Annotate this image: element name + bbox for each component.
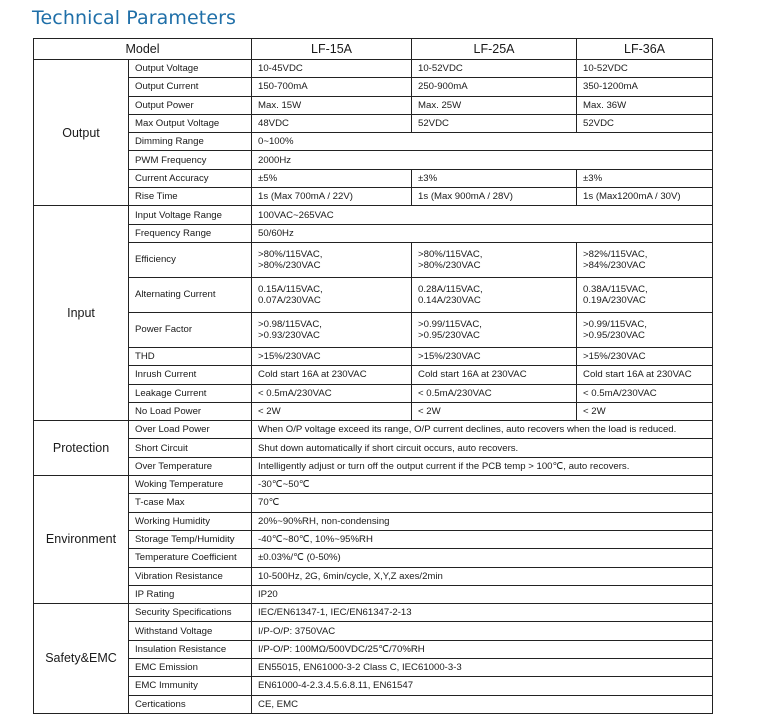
table-row bbox=[34, 695, 713, 713]
spec-value: 10-52VDC bbox=[577, 60, 713, 78]
spec-value: 20%~90%RH, non-condensing bbox=[252, 512, 713, 530]
table-row bbox=[34, 640, 713, 658]
spec-value: -40℃~80℃, 10%~95%RH bbox=[252, 530, 713, 548]
spec-value: 350-1200mA bbox=[577, 78, 713, 96]
param-name: Output Current bbox=[129, 78, 252, 96]
spec-value: < 0.5mA/230VAC bbox=[412, 384, 577, 402]
spec-value: 1s (Max1200mA / 30V) bbox=[577, 188, 713, 206]
spec-value: ±0.03%/℃ (0-50%) bbox=[252, 549, 713, 567]
spec-value: 10-45VDC bbox=[252, 60, 412, 78]
table-row bbox=[34, 114, 713, 132]
param-name: Inrush Current bbox=[129, 366, 252, 384]
spec-value: 150-700mA bbox=[252, 78, 412, 96]
param-name: T-case Max bbox=[129, 494, 252, 512]
table-row bbox=[34, 96, 713, 114]
spec-value: 100VAC~265VAC bbox=[252, 206, 713, 224]
param-name: Current Accuracy bbox=[129, 169, 252, 187]
param-name: Max Output Voltage bbox=[129, 114, 252, 132]
group-label: Protection bbox=[34, 421, 129, 476]
spec-value: 0.15A/115VAC, 0.07A/230VAC bbox=[252, 277, 412, 312]
param-name: Vibration Resistance bbox=[129, 567, 252, 585]
spec-value: >15%/230VAC bbox=[412, 347, 577, 365]
spec-value: I/P-O/P: 3750VAC bbox=[252, 622, 713, 640]
table-row bbox=[34, 549, 713, 567]
param-name: Dimming Range bbox=[129, 133, 252, 151]
header-row bbox=[34, 39, 713, 60]
spec-value: 2000Hz bbox=[252, 151, 713, 169]
spec-value: I/P-O/P: 100MΩ/500VDC/25℃/70%RH bbox=[252, 640, 713, 658]
table-row bbox=[34, 151, 713, 169]
group-label: Environment bbox=[34, 476, 129, 604]
spec-value: 10-52VDC bbox=[412, 60, 577, 78]
spec-value: IP20 bbox=[252, 585, 713, 603]
table-row bbox=[34, 585, 713, 603]
spec-value: 52VDC bbox=[412, 114, 577, 132]
spec-value: Intelligently adjust or turn off the output current if the PCB temp > 100℃, auto recovers. bbox=[252, 457, 713, 475]
table-row bbox=[34, 347, 713, 365]
spec-value: < 2W bbox=[577, 402, 713, 420]
spec-value: When O/P voltage exceed its range, O/P current declines, auto recovers when the load is reduced. bbox=[252, 421, 713, 439]
spec-value: Cold start 16A at 230VAC bbox=[252, 366, 412, 384]
param-name: EMC Emission bbox=[129, 659, 252, 677]
model-name: LF-15A bbox=[252, 39, 412, 60]
spec-value: 250-900mA bbox=[412, 78, 577, 96]
table-row bbox=[34, 512, 713, 530]
group-label: Input bbox=[34, 206, 129, 421]
table-row bbox=[34, 60, 713, 78]
param-name: EMC Immunity bbox=[129, 677, 252, 695]
spec-value: 1s (Max 900mA / 28V) bbox=[412, 188, 577, 206]
spec-value: < 2W bbox=[252, 402, 412, 420]
table-row bbox=[34, 439, 713, 457]
param-name: PWM Frequency bbox=[129, 151, 252, 169]
spec-value: IEC/EN61347-1, IEC/EN61347-2-13 bbox=[252, 604, 713, 622]
param-name: Insulation Resistance bbox=[129, 640, 252, 658]
spec-value: 0~100% bbox=[252, 133, 713, 151]
spec-value: Max. 15W bbox=[252, 96, 412, 114]
model-name: LF-36A bbox=[577, 39, 713, 60]
param-name: IP Rating bbox=[129, 585, 252, 603]
spec-value: >80%/115VAC, >80%/230VAC bbox=[252, 242, 412, 277]
table-row bbox=[34, 242, 713, 277]
table-row bbox=[34, 206, 713, 224]
group-label: Safety&EMC bbox=[34, 604, 129, 714]
param-name: Working Humidity bbox=[129, 512, 252, 530]
param-name: Temperature Coefficient bbox=[129, 549, 252, 567]
spec-value: 52VDC bbox=[577, 114, 713, 132]
spec-value: 48VDC bbox=[252, 114, 412, 132]
spec-value: Cold start 16A at 230VAC bbox=[412, 366, 577, 384]
spec-value: 10-500Hz, 2G, 6min/cycle, X,Y,Z axes/2min bbox=[252, 567, 713, 585]
table-row bbox=[34, 567, 713, 585]
param-name: Withstand Voltage bbox=[129, 622, 252, 640]
table-row bbox=[34, 530, 713, 548]
table-row bbox=[34, 78, 713, 96]
spec-value: >82%/115VAC, >84%/230VAC bbox=[577, 242, 713, 277]
param-name: Over Load Power bbox=[129, 421, 252, 439]
spec-value: >0.99/115VAC, >0.95/230VAC bbox=[412, 312, 577, 347]
param-name: Woking Temperature bbox=[129, 476, 252, 494]
table-row bbox=[34, 604, 713, 622]
table-row bbox=[34, 494, 713, 512]
param-name: No Load Power bbox=[129, 402, 252, 420]
param-name: Rise Time bbox=[129, 188, 252, 206]
table-row bbox=[34, 366, 713, 384]
param-name: Output Power bbox=[129, 96, 252, 114]
table-row bbox=[34, 384, 713, 402]
spec-value: < 0.5mA/230VAC bbox=[252, 384, 412, 402]
spec-value: < 0.5mA/230VAC bbox=[577, 384, 713, 402]
spec-value: >0.98/115VAC, >0.93/230VAC bbox=[252, 312, 412, 347]
param-name: Output Voltage bbox=[129, 60, 252, 78]
param-name: Storage Temp/Humidity bbox=[129, 530, 252, 548]
table-row bbox=[34, 188, 713, 206]
table-row bbox=[34, 224, 713, 242]
spec-value: >0.99/115VAC, >0.95/230VAC bbox=[577, 312, 713, 347]
table-row bbox=[34, 457, 713, 475]
spec-value: ±3% bbox=[577, 169, 713, 187]
param-name: Security Specifications bbox=[129, 604, 252, 622]
param-name: Leakage Current bbox=[129, 384, 252, 402]
model-name: LF-25A bbox=[412, 39, 577, 60]
table-row bbox=[34, 421, 713, 439]
param-name: Efficiency bbox=[129, 242, 252, 277]
model-label: Model bbox=[34, 39, 252, 60]
spec-value: >15%/230VAC bbox=[252, 347, 412, 365]
spec-value: Max. 36W bbox=[577, 96, 713, 114]
spec-value: 70℃ bbox=[252, 494, 713, 512]
spec-value: EN61000-4-2.3.4.5.6.8.11, EN61547 bbox=[252, 677, 713, 695]
spec-value: Shut down automatically if short circuit occurs, auto recovers. bbox=[252, 439, 713, 457]
param-name: Alternating Current bbox=[129, 277, 252, 312]
table-row bbox=[34, 133, 713, 151]
table-row bbox=[34, 169, 713, 187]
group-label: Output bbox=[34, 60, 129, 206]
spec-value: EN55015, EN61000-3-2 Class C, IEC61000-3-3 bbox=[252, 659, 713, 677]
table-row bbox=[34, 402, 713, 420]
spec-value: 0.38A/115VAC, 0.19A/230VAC bbox=[577, 277, 713, 312]
spec-value: 1s (Max 700mA / 22V) bbox=[252, 188, 412, 206]
spec-value: -30℃~50℃ bbox=[252, 476, 713, 494]
spec-value: Cold start 16A at 230VAC bbox=[577, 366, 713, 384]
param-name: Input Voltage Range bbox=[129, 206, 252, 224]
spec-table bbox=[33, 38, 713, 714]
param-name: Short Circuit bbox=[129, 439, 252, 457]
param-name: THD bbox=[129, 347, 252, 365]
table-row bbox=[34, 476, 713, 494]
spec-value: 50/60Hz bbox=[252, 224, 713, 242]
param-name: Frequency Range bbox=[129, 224, 252, 242]
spec-value: CE, EMC bbox=[252, 695, 713, 713]
table-row bbox=[34, 277, 713, 312]
param-name: Power Factor bbox=[129, 312, 252, 347]
spec-value: >80%/115VAC, >80%/230VAC bbox=[412, 242, 577, 277]
table-row bbox=[34, 677, 713, 695]
spec-value: >15%/230VAC bbox=[577, 347, 713, 365]
table-row bbox=[34, 659, 713, 677]
table-row bbox=[34, 622, 713, 640]
spec-value: ±5% bbox=[252, 169, 412, 187]
param-name: Certications bbox=[129, 695, 252, 713]
spec-value: Max. 25W bbox=[412, 96, 577, 114]
spec-value: 0.28A/115VAC, 0.14A/230VAC bbox=[412, 277, 577, 312]
spec-value: < 2W bbox=[412, 402, 577, 420]
page-title: Technical Parameters bbox=[32, 7, 237, 29]
spec-value: ±3% bbox=[412, 169, 577, 187]
param-name: Over Temperature bbox=[129, 457, 252, 475]
table-row bbox=[34, 312, 713, 347]
